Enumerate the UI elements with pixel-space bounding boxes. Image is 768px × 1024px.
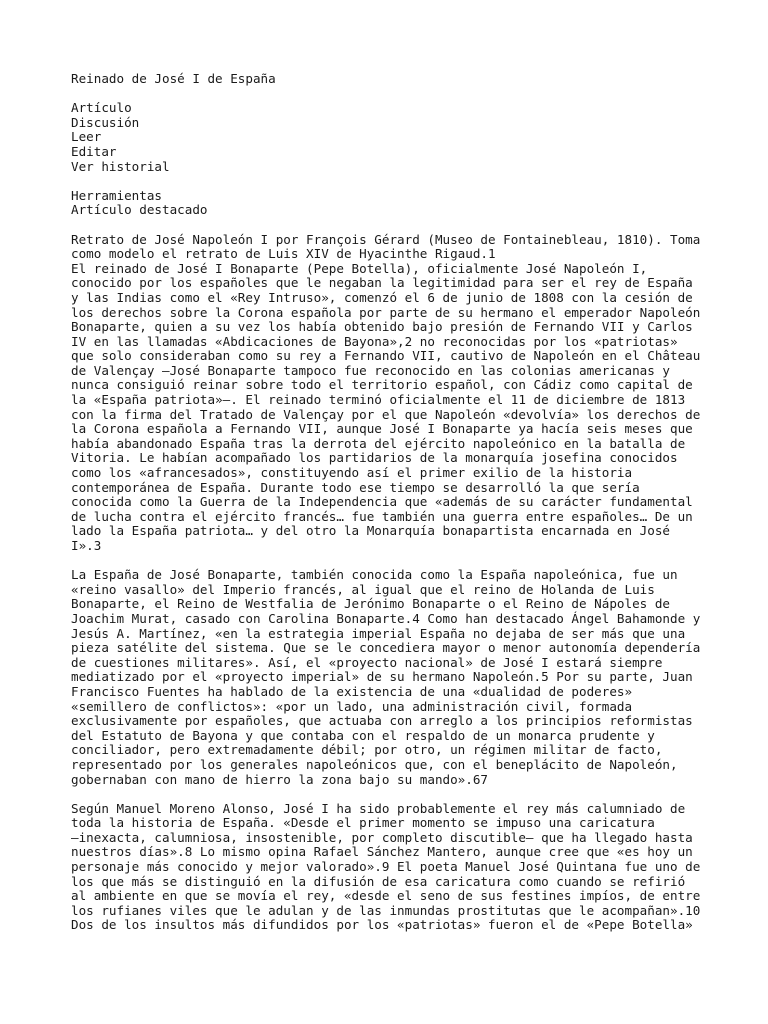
tab-edit[interactable]: Editar (71, 143, 117, 159)
tools-menu[interactable]: Herramientas (71, 187, 162, 203)
document-page (71, 72, 701, 933)
paragraph-intro: Retrato de José Napoleón I por François Gérard (Museo de Fontainebleau, 1810). Toma como modelo el retrato de Luis XIV de Hyacinthe Rigaud.1 El reinado de José I Bonaparte (Pepe Botella), oficialmente José Napoleón I, conocido por los españoles que le negaban la legitimidad para ser el rey de España y las Indias como el «Rey Intruso», comenzó el 6 de junio de 1808 con la cesión de los derechos sobre la Corona española por parte de su hermano el emperador Napoleón Bonaparte, quien a su vez los había obtenido bajo presión de Fernando VII y Carlos IV en las llamadas «Abdicaciones de Bayona»,2 no reconocidas por los «patriotas» que solo consideraban como su rey a Fernando VII, cautivo de Napoleón en el Château de Valençay —José Bonaparte tampoco fue reconocido en las colonias americanas y nunca consiguió reinar sobre todo el territorio español, con Cádiz como capital de la «España patriota»—. El reinado terminó oficialmente el 11 de diciembre de 1813 con la firma del Tratado de Valençay por el que Napoleón «devolvía» los derechos de la Corona española a Fernando VII, aunque José I Bonaparte ya hacía seis meses que había abandonado España tras la derrota del ejército napoleónico en la batalla de Vitoria. Le habían acompañado los partidarios de la monarquía josefina conocidos como los «afrancesados», constituyendo así el primer exilio de la historia contemporánea de España. Durante todo ese tiempo se desarrolló la que sería conocida como la Guerra de la Independencia que «además de su carácter fundamental de lucha contra el ejército francés… fue también una guerra entre españoles… De un lado la España patriota… y del otro la Monarquía bonapartista encarnada en José I».3 (71, 231, 701, 553)
paragraph-vassal-kingdom: La España de José Bonaparte, también conocida como la España napoleónica, fue un «reino vasallo» del Imperio francés, al igual que el reino de Holanda de Luis Bonaparte, el Reino de Westfalia de Jerónimo Bonaparte o el Reino de Nápoles de Joachim Murat, casado con Carolina Bonaparte.4 Como han destacado Ángel Bahamonde y Jesús A. Martínez, «en la estrategia imperial España no dejaba de ser más que una pieza satélite del sistema. Que se le concediera mayor o menor autonomía dependería de cuestiones militares». Así, el «proyecto nacional» de José I estará siempre mediatizado por el «proyecto imperial» de su hermano Napoleón.5 Por su parte, Juan Francisco Fuentes ha hablado de la existencia de una «dualidad de poderes» «semillero de conflictos»: «por un lado, una administración civil, formada exclusivamente por españoles, que actuaba con arreglo a los principios reformistas del Estatuto de Bayona y que contaba con el respaldo de un monarca prudente y conciliador, pero extremadamente débil; por otro, un régimen militar de facto, representado por los generales napoleónicos que, con el beneplácito de Napoleón, gobernaban con mano de hierro la zona bajo su mando».67 (71, 567, 701, 787)
featured-article-label: Artículo destacado (71, 202, 208, 218)
paragraph-caricature: Según Manuel Moreno Alonso, José I ha sido probablemente el rey más calumniado de toda la historia de España. «Desde el primer momento se impuso una caricatura —inexacta, calumniosa, insostenible, por completo discutible— que ha llegado hasta nuestros días».8 Lo mismo opina Rafael Sánchez Mantero, aunque cree que «es hoy un personaje más conocido y mejor valorado».9 El poeta Manuel José Quintana fue uno de los que más se distinguió en la difusión de esa caricatura como cuando se refirió al ambiente en que se movía el rey, «desde el seno de sus festines impíos, de entre los rufianes viles que le adulan y de las inmundas prostitutas que le acompañan».10 Dos de los insultos más difundidos por los «patriotas» fueron el de «Pepe Botella» (71, 800, 701, 933)
tab-discussion[interactable]: Discusión (71, 114, 140, 130)
tab-view-history[interactable]: Ver historial (71, 158, 170, 174)
tab-article[interactable]: Artículo (71, 100, 132, 116)
page-title: Reinado de José I de España (71, 71, 276, 86)
tab-read[interactable]: Leer (71, 129, 102, 145)
